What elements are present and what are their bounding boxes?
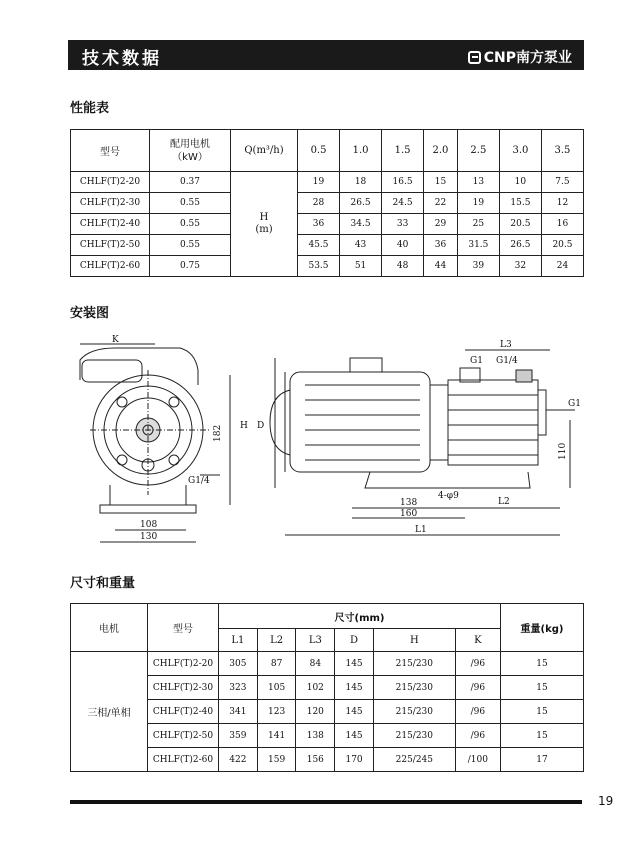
dim-cell: 341 bbox=[219, 700, 258, 724]
flow-value: 3.5 bbox=[541, 130, 583, 172]
head-cell: 10 bbox=[499, 172, 541, 193]
dim-cell: 145 bbox=[335, 652, 374, 676]
model-cell: CHLF(T)2-40 bbox=[148, 700, 219, 724]
model-cell: CHLF(T)2-30 bbox=[148, 676, 219, 700]
head-cell: 7.5 bbox=[541, 172, 583, 193]
dim-l2: L2 bbox=[498, 497, 510, 507]
table-row bbox=[71, 256, 584, 277]
head-cell: 34.5 bbox=[340, 214, 382, 235]
model-cell: CHLF(T)2-60 bbox=[148, 748, 219, 772]
pump-front-view bbox=[80, 344, 230, 542]
head-cell: 13 bbox=[457, 172, 499, 193]
cnp-logo-icon bbox=[468, 51, 481, 64]
head-cell: 28 bbox=[298, 193, 340, 214]
col-model-header: 型号 bbox=[148, 604, 219, 652]
performance-header-row bbox=[71, 130, 584, 172]
dim-g14-top: G1/4 bbox=[496, 356, 518, 366]
head-cell: 32 bbox=[499, 256, 541, 277]
col-flow-header: Q(m³/h) bbox=[231, 130, 298, 172]
dim-cell: 215/230 bbox=[373, 724, 455, 748]
table-row bbox=[71, 235, 584, 256]
model-cell: CHLF(T)2-20 bbox=[71, 172, 150, 193]
model-cell: CHLF(T)2-30 bbox=[71, 193, 150, 214]
model-cell: CHLF(T)2-50 bbox=[148, 724, 219, 748]
head-cell: 24.5 bbox=[382, 193, 424, 214]
dim-cell: 145 bbox=[335, 700, 374, 724]
sub-col-header: L2 bbox=[257, 629, 296, 652]
table-row bbox=[71, 214, 584, 235]
footer-rule bbox=[70, 800, 582, 804]
flow-value: 0.5 bbox=[298, 130, 340, 172]
dim-cell: /96 bbox=[455, 724, 500, 748]
col-size-header: 尺寸(mm) bbox=[219, 604, 501, 629]
header-bar bbox=[68, 40, 584, 70]
dim-cell: 215/230 bbox=[373, 700, 455, 724]
dim-160: 160 bbox=[400, 509, 418, 519]
dim-cell: /96 bbox=[455, 700, 500, 724]
weight-cell: 15 bbox=[501, 652, 584, 676]
head-cell: 15.5 bbox=[499, 193, 541, 214]
dim-cell: /100 bbox=[455, 748, 500, 772]
head-cell: 19 bbox=[457, 193, 499, 214]
sub-col-header: K bbox=[455, 629, 500, 652]
dim-cell: 225/245 bbox=[373, 748, 455, 772]
kw-cell: 0.37 bbox=[150, 172, 231, 193]
dim-cell: 215/230 bbox=[373, 652, 455, 676]
head-label: H (m) bbox=[231, 172, 298, 277]
page-title: 技术数据 bbox=[82, 49, 162, 69]
head-cell: 39 bbox=[457, 256, 499, 277]
head-cell: 33 bbox=[382, 214, 424, 235]
dim-cell: 156 bbox=[296, 748, 335, 772]
dim-cell: 359 bbox=[219, 724, 258, 748]
weight-cell: 15 bbox=[501, 700, 584, 724]
head-cell: 36 bbox=[424, 235, 458, 256]
dim-h: H bbox=[240, 421, 248, 431]
head-cell: 16 bbox=[541, 214, 583, 235]
kw-cell: 0.55 bbox=[150, 214, 231, 235]
kw-cell: 0.55 bbox=[150, 193, 231, 214]
table-row bbox=[71, 724, 584, 748]
motor-type-cell: 三相/单相 bbox=[71, 652, 148, 772]
dim-cell: /96 bbox=[455, 676, 500, 700]
dim-cell: 145 bbox=[335, 676, 374, 700]
dim-cell: 141 bbox=[257, 724, 296, 748]
head-cell: 51 bbox=[340, 256, 382, 277]
model-cell: CHLF(T)2-20 bbox=[148, 652, 219, 676]
head-cell: 15 bbox=[424, 172, 458, 193]
dim-110: 110 bbox=[558, 442, 568, 460]
weight-cell: 15 bbox=[501, 724, 584, 748]
kw-cell: 0.55 bbox=[150, 235, 231, 256]
dim-cell: 120 bbox=[296, 700, 335, 724]
flow-value: 1.5 bbox=[382, 130, 424, 172]
sub-col-header: H bbox=[373, 629, 455, 652]
head-cell: 26.5 bbox=[499, 235, 541, 256]
head-cell: 53.5 bbox=[298, 256, 340, 277]
head-cell: 20.5 bbox=[499, 214, 541, 235]
head-cell: 26.5 bbox=[340, 193, 382, 214]
dim-g14-left: G1/4 bbox=[188, 476, 210, 486]
sub-col-header: L3 bbox=[296, 629, 335, 652]
col-motor-header: 配用电机 （kW） bbox=[150, 130, 231, 172]
head-cell: 29 bbox=[424, 214, 458, 235]
dim-cell: 102 bbox=[296, 676, 335, 700]
dim-g1-top: G1 bbox=[470, 356, 483, 366]
head-cell: 40 bbox=[382, 235, 424, 256]
table-row bbox=[71, 172, 584, 193]
table-row bbox=[71, 193, 584, 214]
dim-cell: 159 bbox=[257, 748, 296, 772]
brand-name: CNP南方泵业 bbox=[483, 50, 572, 66]
dim-cell: 170 bbox=[335, 748, 374, 772]
kw-cell: 0.75 bbox=[150, 256, 231, 277]
table-row bbox=[71, 676, 584, 700]
performance-table bbox=[70, 129, 584, 277]
dim-cell: 305 bbox=[219, 652, 258, 676]
dimensions-header-row bbox=[71, 604, 584, 629]
sub-col-header: L1 bbox=[219, 629, 258, 652]
dim-cell: 323 bbox=[219, 676, 258, 700]
model-cell: CHLF(T)2-60 bbox=[71, 256, 150, 277]
dim-cell: 422 bbox=[219, 748, 258, 772]
head-cell: 20.5 bbox=[541, 235, 583, 256]
dim-cell: 84 bbox=[296, 652, 335, 676]
head-cell: 22 bbox=[424, 193, 458, 214]
head-cell: 36 bbox=[298, 214, 340, 235]
head-cell: 19 bbox=[298, 172, 340, 193]
dim-182: 182 bbox=[213, 424, 223, 442]
dim-cell: 123 bbox=[257, 700, 296, 724]
head-cell: 25 bbox=[457, 214, 499, 235]
dim-cell: 215/230 bbox=[373, 676, 455, 700]
head-cell: 18 bbox=[340, 172, 382, 193]
flow-value: 2.0 bbox=[424, 130, 458, 172]
dim-g1-right: G1 bbox=[568, 399, 581, 409]
installation-section-title: 安装图 bbox=[70, 306, 110, 321]
flow-value: 3.0 bbox=[499, 130, 541, 172]
dim-cell: 145 bbox=[335, 724, 374, 748]
dim-130: 130 bbox=[140, 532, 158, 542]
head-cell: 45.5 bbox=[298, 235, 340, 256]
model-cell: CHLF(T)2-40 bbox=[71, 214, 150, 235]
dim-holes: 4-φ9 bbox=[438, 491, 459, 501]
dimensions-table bbox=[70, 603, 584, 772]
head-cell: 12 bbox=[541, 193, 583, 214]
head-cell: 44 bbox=[424, 256, 458, 277]
weight-cell: 15 bbox=[501, 676, 584, 700]
dim-cell: /96 bbox=[455, 652, 500, 676]
brand bbox=[468, 47, 572, 67]
head-cell: 43 bbox=[340, 235, 382, 256]
dim-138: 138 bbox=[400, 498, 418, 508]
head-cell: 24 bbox=[541, 256, 583, 277]
dim-d: D bbox=[257, 421, 265, 431]
model-cell: CHLF(T)2-50 bbox=[71, 235, 150, 256]
dim-cell: 138 bbox=[296, 724, 335, 748]
installation-drawing bbox=[60, 330, 590, 545]
table-row bbox=[71, 748, 584, 772]
dim-cell: 105 bbox=[257, 676, 296, 700]
table-row bbox=[71, 700, 584, 724]
flow-value: 1.0 bbox=[340, 130, 382, 172]
dim-l3: L3 bbox=[500, 340, 512, 350]
head-cell: 48 bbox=[382, 256, 424, 277]
col-motor-header: 电机 bbox=[71, 604, 148, 652]
dim-l1: L1 bbox=[415, 525, 427, 535]
head-cell: 31.5 bbox=[457, 235, 499, 256]
table-row bbox=[71, 652, 584, 676]
performance-section-title: 性能表 bbox=[70, 101, 110, 116]
dim-cell: 87 bbox=[257, 652, 296, 676]
dimensions-section-title: 尺寸和重量 bbox=[70, 576, 136, 591]
col-model-header: 型号 bbox=[71, 130, 150, 172]
col-weight-header: 重量(kg) bbox=[501, 604, 584, 652]
flow-value: 2.5 bbox=[457, 130, 499, 172]
dim-108: 108 bbox=[140, 520, 158, 530]
head-cell: 16.5 bbox=[382, 172, 424, 193]
page-number: 19 bbox=[598, 794, 614, 808]
dim-k: K bbox=[112, 335, 119, 345]
pump-side-view bbox=[270, 350, 575, 535]
sub-col-header: D bbox=[335, 629, 374, 652]
weight-cell: 17 bbox=[501, 748, 584, 772]
